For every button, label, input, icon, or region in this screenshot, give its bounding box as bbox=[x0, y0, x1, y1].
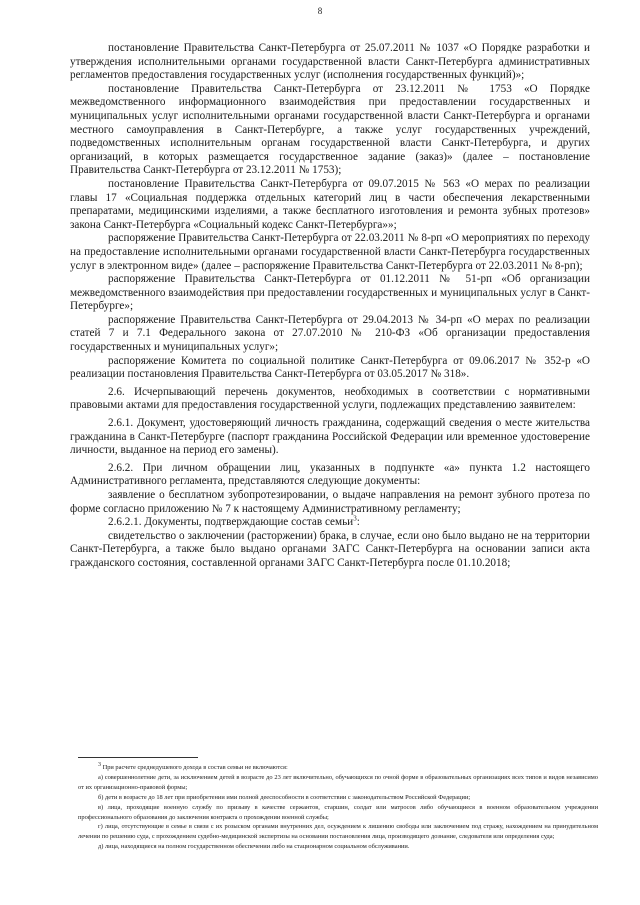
section-2-6: 2.6. Исчерпывающий перечень документов, необходимых в соответствии с нормативными правовыми актами для предоставления государственной услуги, подлежащих представлению заявителем: bbox=[70, 385, 590, 412]
paragraph-application: заявление о бесплатном зубопротезировании, о выдаче направления на ремонт зубного протеза по форме согласно приложению № 7 к настоящему Административному регламенту; bbox=[70, 489, 590, 515]
footnote-item-g: г) лица, отсутствующие в семье в связи с их розыском органами внутренних дел, осуждением к лишению свободы или заключением под стражу, нахождением на принудительном лечении по решению суда, с прохождением судебно-медицинской экспертизы на основании постановления лица, производящего дознание, следователя или определения суда; bbox=[78, 823, 598, 841]
paragraph-resolution-1753: постановление Правительства Санкт-Петербурга от 23.12.2011 № 1753 «О Порядке межведомственного информационного взаимодействия при предоставлении государственных и муниципальных услуг исполнительными органами государственной власти Санкт-Петербурга и органами местного самоуправления в Санкт-Петербурге, а также услуг государственных учреждений, подведомственных исполнительным органам государственной власти Санкт-Петербурга, и других организаций, в которых размещается государственное задание (заказ)» (далее – постановление Правительства Санкт-Петербурга от 23.12.2011 № 1753); bbox=[70, 82, 590, 177]
footnote-separator bbox=[78, 757, 198, 758]
paragraph-resolution-563: постановление Правительства Санкт-Петербурга от 09.07.2015 № 563 «О мерах по реализации главы 17 «Социальная поддержка отдельных категорий лиц в части обеспечения лекарственными препаратами, медицинскими изделиями, а также бесплатного изготовления и ремонта зубных протезов» закона Санкт-Петербурга «Социальный кодекс Санкт-Петербурга»»; bbox=[70, 177, 590, 231]
footnote-item-d: д) лица, находящиеся на полном государственном обеспечении либо на стационарном социальном обслуживании. bbox=[98, 843, 410, 851]
paragraph-order-34rp: распоряжение Правительства Санкт-Петербурга от 29.04.2013 № 34-рп «О мерах по реализации статей 7 и 7.1 Федерального закона от 27.07.2010 № 210-ФЗ «Об организации предоставления государственных и муниципальных услуг»; bbox=[70, 313, 590, 354]
body-text bbox=[70, 42, 590, 571]
paragraph-order-352r: распоряжение Комитета по социальной политике Санкт-Петербурга от 09.06.2017 № 352-р «О реализации постановления Правительства Санкт-Петербурга от 03.05.2017 № 318». bbox=[70, 354, 590, 381]
section-2-6-2-1-text: 2.6.2.1. Документы, подтверждающие состав семьи bbox=[108, 516, 354, 529]
footnote-item-a: а) совершеннолетние дети, за исключением детей в возрасте до 23 лет включительно, обучающихся по очной форме в образовательных организациях всех типов и видов независимо от их организационно-правовой формы; bbox=[78, 773, 598, 791]
paragraph-order-8rp: распоряжение Правительства Санкт-Петербурга от 22.03.2011 № 8-рп «О мероприятиях по переходу на предоставление исполнительными органами государственной власти Санкт-Петербурга государственных услуг в электронном виде» (далее – распоряжение Правительства Санкт-Петербурга от 22.03.2011 № 8-рп); bbox=[70, 232, 590, 272]
footnote-intro bbox=[78, 763, 598, 773]
page-number: 8 bbox=[317, 6, 323, 16]
section-2-6-2-1: 2.6.2.1. Документы, подтверждающие состав семьи$^3$: bbox=[108, 514, 360, 529]
section-2-6-2: 2.6.2. При личном обращении лиц, указанных в подпункте «а» пункта 1.2 настоящего Административного регламента, представляются следующие документы: bbox=[70, 461, 590, 488]
footnote-item-b: б) дети в возрасте до 18 лет при приобретении ими полной дееспособности в соответствии с законодательством Российской Федерации; bbox=[98, 793, 471, 801]
paragraph-order-51rp: распоряжение Правительства Санкт-Петербурга от 01.12.2011 № 51-рп «Об организации межведомственного взаимодействия при предоставлении государственных и муниципальных услуг в Санкт-Петербурге»; bbox=[70, 273, 590, 313]
paragraph-resolution-1037: постановление Правительства Санкт-Петербурга от 25.07.2011 № 1037 «О Порядке разработки и утверждения исполнительными органами государственной власти Санкт-Петербурга административных регламентов предоставления государственных услуг (исполнения государственных функций)»; bbox=[70, 42, 590, 82]
footnote-item-v: в) лица, проходящие военную службу по призыву в качестве сержантов, старшин, солдат или матросов либо обучающиеся в военном образовательном учреждении профессионального образования до заключения контракта о прохождении военной службы; bbox=[78, 803, 598, 821]
footnotes bbox=[78, 763, 598, 852]
footnote-number: 3 bbox=[98, 761, 101, 768]
paragraph-marriage-certificate: свидетельство о заключении (расторжении) брака, в случае, если оно было выдано не на территории Санкт-Петербурга, а также было выдано органами ЗАГС Санкт-Петербурга на основании записи акта гражданского состояния, составленной органами ЗАГС Санкт-Петербурга после 01.10.2018; bbox=[70, 529, 590, 569]
section-2-6-1: 2.6.1. Документ, удостоверяющий личность гражданина, содержащий сведения о месте жительства гражданина в Санкт-Петербурге (паспорт гражданина Российской Федерации или временное удостоверение личности, выданное на период его замены). bbox=[70, 417, 590, 457]
footnote-reference: 3 bbox=[353, 514, 357, 523]
footnote-intro-text: При расчете среднедушевого дохода в состав семьи не включаются: bbox=[102, 764, 288, 771]
